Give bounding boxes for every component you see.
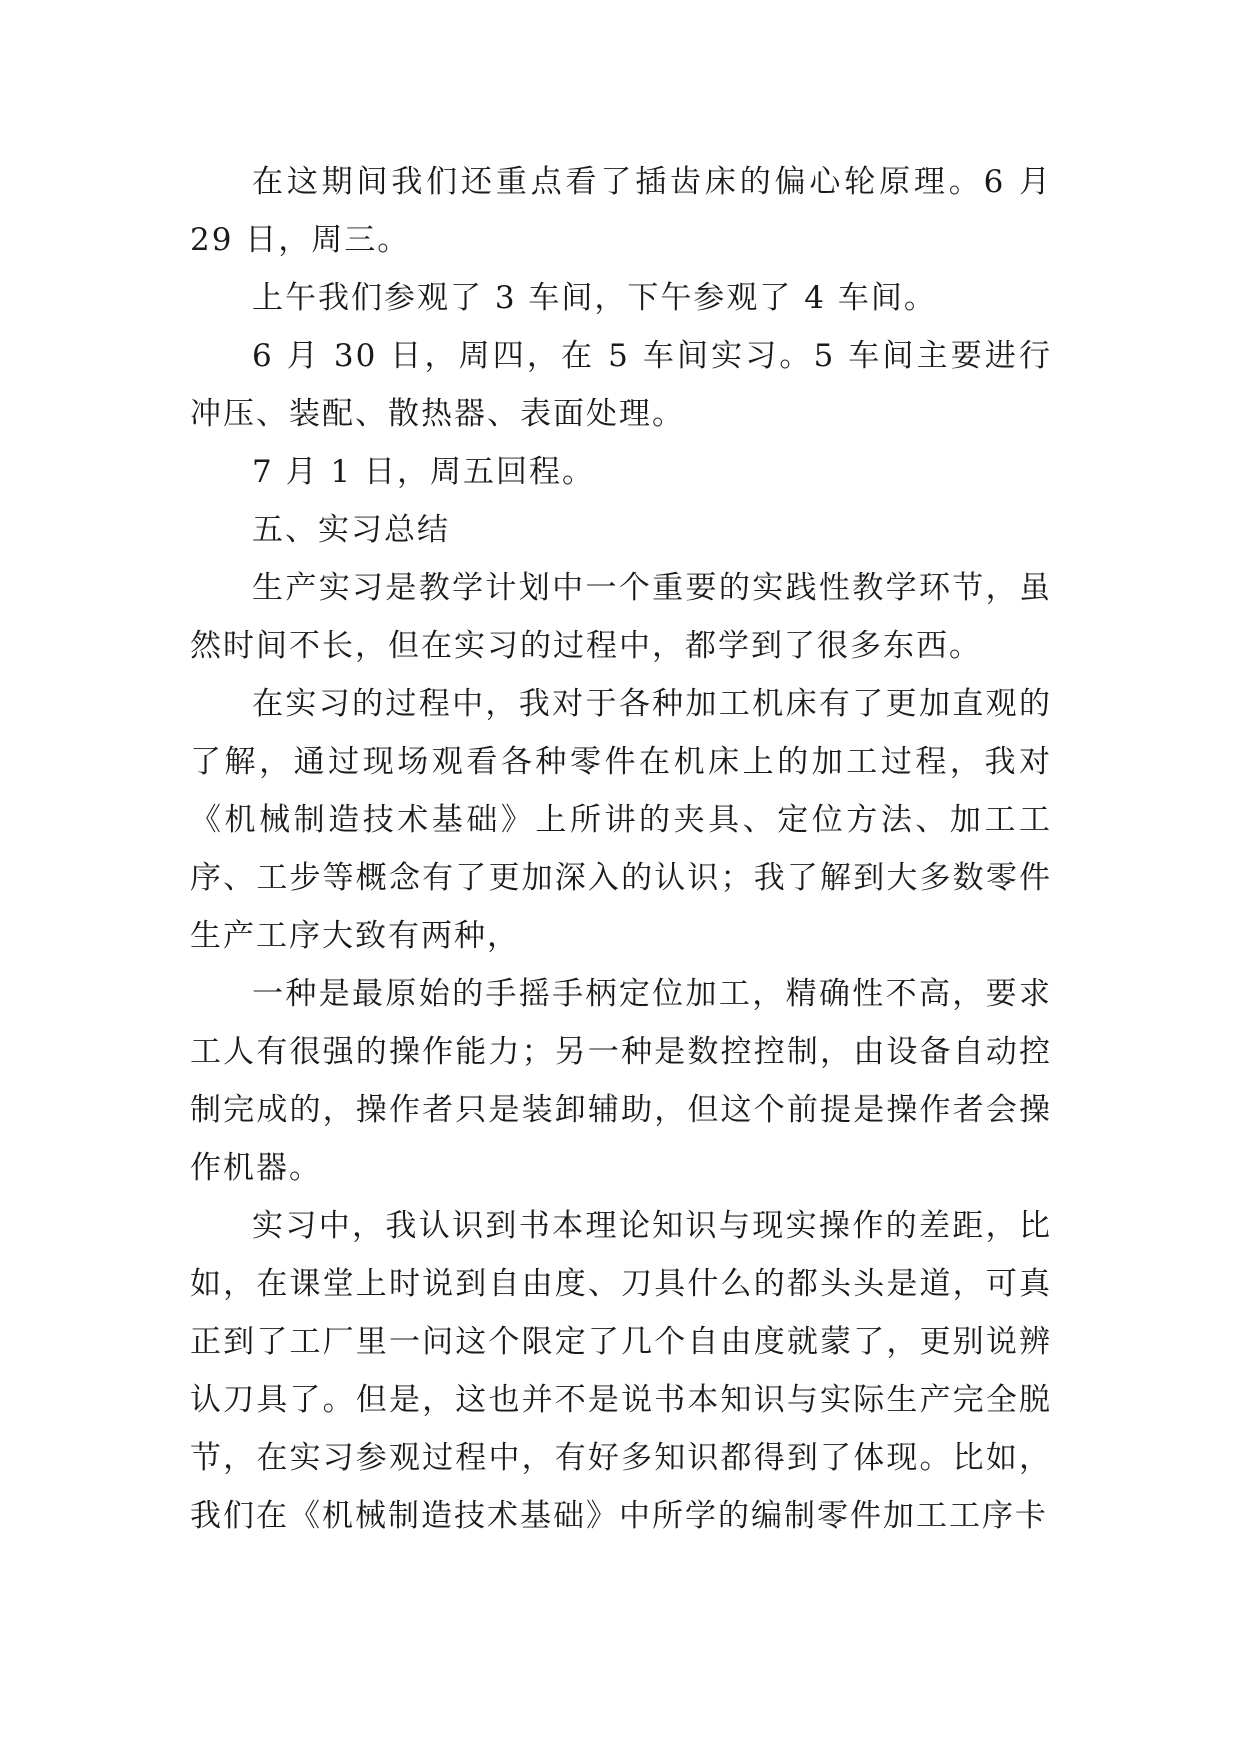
paragraph-6: 生产实习是教学计划中一个重要的实践性教学环节，虽然时间不长，但在实习的过程中，都学到了很多东西。 [190,570,1052,664]
section-heading-summary: 五、实习总结 [252,512,450,548]
paragraph-8: 一种是最原始的手摇手柄定位加工，精确性不高，要求工人有很强的操作能力；另一种是数控控制，由设备自动控制完成的，操作者只是装卸辅助，但这个前提是操作者会操作机器。 [190,976,1052,1186]
paragraph-4: 7 月 1 日，周五回程。 [252,454,596,490]
paragraph-1: 在这期间我们还重点看了插齿床的偏心轮原理。6 月 29 日，周三。 [190,164,1052,258]
paragraph-7: 在实习的过程中，我对于各种加工机床有了更加直观的了解，通过现场观看各种零件在机床上的加工过程，我对《机械制造技术基础》上所讲的夹具、定位方法、加工工序、工步等概念有了更加深入的认识；我了解到大多数零件生产工序大致有两种， [190,686,1052,954]
paragraph-3: 6 月 30 日，周四，在 5 车间实习。5 车间主要进行冲压、装配、散热器、表面处理。 [190,338,1052,432]
paragraph-9: 实习中，我认识到书本理论知识与现实操作的差距，比如，在课堂上时说到自由度、刀具什么的都头头是道，可真正到了工厂里一问这个限定了几个自由度就蒙了，更别说辨认刀具了。但是，这也并不是说书本知识与实际生产完全脱节，在实习参观过程中，有好多知识都得到了体现。比如，我们在《机械制造技术基础》中所学的编制零件加工工序卡 [190,1208,1052,1534]
paragraph-2: 上午我们参观了 3 车间，下午参观了 4 车间。 [252,280,937,316]
document-body [190,153,1052,1545]
